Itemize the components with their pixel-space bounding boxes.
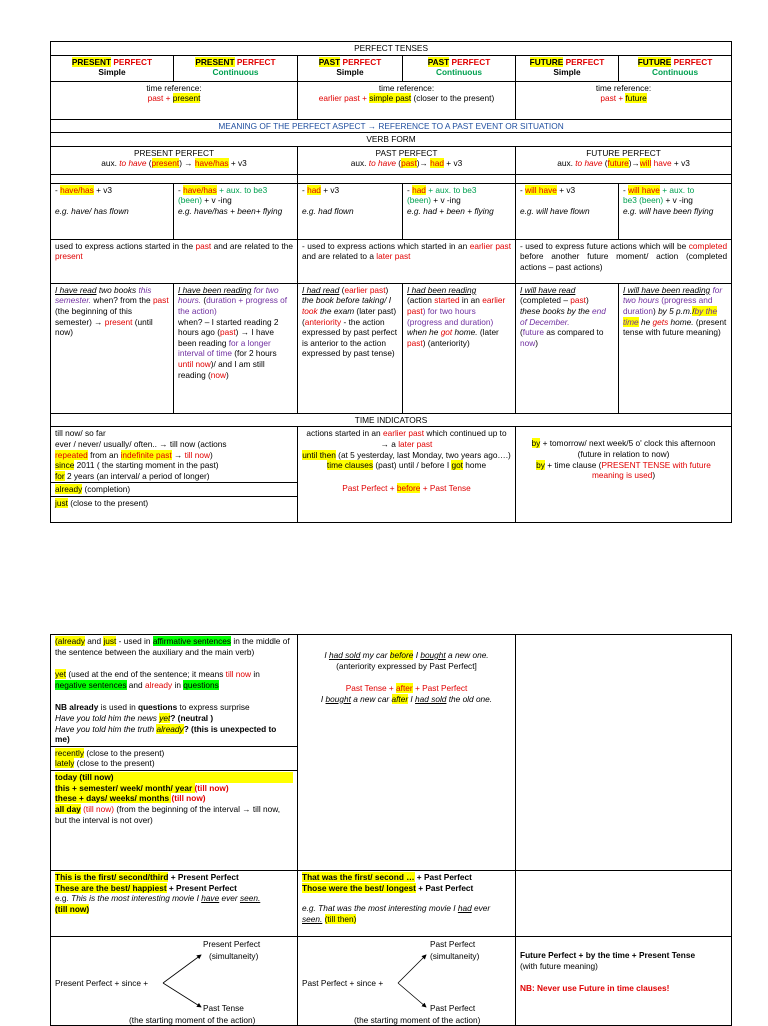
form-past-simple: - had + v3 e.g. had flown (298, 183, 403, 239)
example-present-simple: I have read two books this semester. when? from the past (the beginning of this semester) → present (until now) (51, 283, 174, 413)
form-row (51, 183, 732, 239)
ti-present: till now/ so far ever / never/ usually/ often.. → till now (actions repeated from an indefinite past → till now) since 2011 ( the starting moment in the past) for 2 years (an interval/ a period of longer) already (completion) just (close to the present) (51, 427, 298, 523)
form-past-perfect: PAST PERFECT aux. to have (past)→ had + v3 (298, 146, 516, 174)
since-past-cell (298, 937, 516, 1026)
since-future-cell: Future Perfect + by the time + Present Tense (with future meaning) NB: Never use Future in time clauses! (516, 937, 732, 1026)
example-future-continuous: I will have been reading for two hours (progress and duration) by 5 p.m./by the time he gets home. (present tense with future meaning) (619, 283, 732, 413)
adverbs-row (51, 635, 732, 871)
ti-past: actions started in an earlier past which continued up to → a later past until then (at 5 yesterday, last Monday, two years ago….) time clauses (past) until / before I got home Past Perfect + before + Past Tense (298, 427, 516, 523)
time-ref-future: time reference: past + future (516, 81, 732, 119)
example-past-continuous: I had been reading (action started in an earlier past) for two hours (progress and duration) when he got home. (later past) (anteriority) (403, 283, 516, 413)
usage-future-perfect: - used to express future actions which will be completed before another future moment/ action (completed actions – past actions) (516, 239, 732, 283)
form-future-perfect: FUTURE PERFECT aux. to have (future)→will have + v3 (516, 146, 732, 174)
since-past-arrows (298, 937, 515, 1025)
since-present-top: Present Perfect (203, 939, 261, 949)
sold-car-cell: I had sold my car before I bought a new one. (anteriority expressed by Past Perfect] Past Tense + after + Past Perfect I bought a new car after I had sold the old one. (298, 635, 516, 871)
first-second-row (51, 871, 732, 937)
time-indicators-heading: TIME INDICATORS (51, 413, 732, 427)
time-reference-row (51, 81, 732, 119)
verb-form-heading: VERB FORM (51, 133, 732, 147)
perfect-tenses-table (50, 41, 732, 523)
form-future-continuous: - will have + aux. to be3 (been) + v -ing e.g. will have been flying (619, 183, 732, 239)
since-present-arrows (51, 937, 297, 1025)
perfect-tenses-notes-table (50, 634, 732, 1026)
ti-future: by + tomorrow/ next week/5 o' clock this afternoon (future in relation to now) by + time clause (PRESENT TENSE with future meaning is used) (516, 427, 732, 523)
since-present-bottom: Past Tense (203, 1003, 244, 1013)
form-future-simple: - will have + v3 e.g. will have flown (516, 183, 619, 239)
usage-past-perfect: - used to express actions which started in an earlier past and are related to a later past (298, 239, 516, 283)
since-past-top-sub: (simultaneity) (430, 951, 480, 961)
since-present-top-sub: (simultaneity) (209, 951, 259, 961)
example-future-simple: I will have read (completed – past) these books by the end of December. (future as compared to now) (516, 283, 619, 413)
since-present-cell (51, 937, 298, 1026)
header-present-perfect-continuous: PRESENT PERFECT Continuous (174, 55, 298, 81)
time-ref-past: time reference: earlier past + simple past (closer to the present) (298, 81, 516, 119)
form-present-continuous: - have/has + aux. to be3 (been) + v -ing e.g. have/has + been+ flying (174, 183, 298, 239)
since-past-bottom-sub: (the starting moment of the action) (354, 1015, 481, 1025)
adverbs-cell: (already and just - used in affirmative sentences in the middle of the sentence between the auxiliary and the main verb) yet (used at the end of the sentence; it means till now in negative sentences and already in questions NB already is used in questions to express surprise Have you told him the news yet? (neutral ) Have you told him the truth already? (this is unexpected to me) recently (close to the present) lately (close to the present) today (till now) this + semester/ week/ month/ year (till now) these + days/ weeks/ months (till now) all day (till now) (from the beginning of the interval → till now, but the interval is not over) (51, 635, 298, 871)
empty-cell-1 (516, 635, 732, 871)
time-indicators-row (51, 427, 732, 523)
form-present-perfect: PRESENT PERFECT aux. to have (present) → have/has + v3 (51, 146, 298, 174)
meaning-heading: MEANING OF THE PERFECT ASPECT → REFERENCE TO A PAST EVENT OR SITUATION (51, 119, 732, 133)
since-row (51, 937, 732, 1026)
table-title: PERFECT TENSES (51, 42, 732, 56)
since-present-bottom-sub: (the starting moment of the action) (129, 1015, 256, 1025)
header-future-perfect-continuous: FUTURE PERFECT Continuous (619, 55, 732, 81)
form-past-continuous: - had + aux. to be3 (been) + v -ing e.g. had + been + flying (403, 183, 516, 239)
spacer-row (51, 174, 732, 183)
usage-row (51, 239, 732, 283)
since-past-top: Past Perfect (430, 939, 476, 949)
header-future-perfect-simple: FUTURE PERFECT Simple (516, 55, 619, 81)
header-past-perfect-continuous: PAST PERFECT Continuous (403, 55, 516, 81)
since-past-bottom: Past Perfect (430, 1003, 476, 1013)
since-present-left: Present Perfect + since + (55, 978, 149, 988)
example-past-simple: I had read (earlier past) the book before taking/ I took the exam (later past) (anteriority - the action expressed by past perfect is anterior to the action expressed by past tense) (298, 283, 403, 413)
header-past-perfect-simple: PAST PERFECT Simple (298, 55, 403, 81)
tense-header-row (51, 55, 732, 81)
header-present-perfect-simple: PRESENT PERFECT Simple (51, 55, 174, 81)
first-present-cell: This is the first/ second/third + Present Perfect These are the best/ happiest + Present Perfect e.g. This is the most interesting movie I have ever seen. (till now) (51, 871, 298, 937)
examples-row (51, 283, 732, 413)
time-ref-present: time reference: past + present (51, 81, 298, 119)
first-past-cell: That was the first/ second … + Past Perfect Those were the best/ longest + Past Perfect e.g. That was the most interesting movie I had ever seen. (till then) (298, 871, 516, 937)
aux-row (51, 146, 732, 174)
empty-cell-2 (516, 871, 732, 937)
usage-present-perfect: used to express actions started in the past and are related to the present (51, 239, 298, 283)
since-past-left: Past Perfect + since + (302, 978, 384, 988)
example-present-continuous: I have been reading for two hours. (duration + progress of the action) when? – I started reading 2 hours ago (past) → I have been reading for a longer interval of time (for 2 hours until now)/ and I am still reading (now) (174, 283, 298, 413)
form-present-simple: - have/has + v3 e.g. have/ has flown (51, 183, 174, 239)
